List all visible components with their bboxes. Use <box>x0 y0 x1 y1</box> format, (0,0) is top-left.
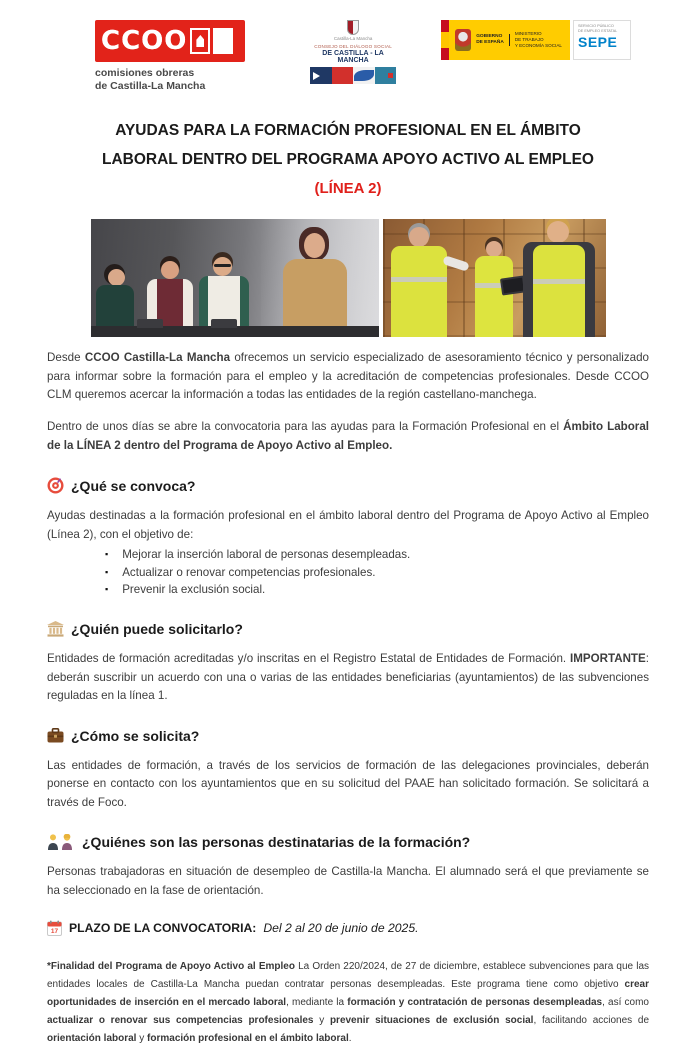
section-heading-que-se-convoca <box>47 477 649 494</box>
clm-shield-icon <box>347 20 359 35</box>
section-body: Ayudas destinadas a la formación profesional en el ámbito laboral dentro del Programa de Apoyo Activo al Empleo (Línea 2), con el objetivo de: <box>47 509 649 541</box>
construction-photo <box>383 219 606 337</box>
clm-flag-strip-icon <box>310 67 396 84</box>
title-line1: AYUDAS PARA LA FORMACIÓN PROFESIONAL EN EL ÁMBITO <box>115 122 581 140</box>
clm-council-logo <box>310 20 396 84</box>
section-body: Entidades de formación acreditadas y/o inscritas en el Registro Estatal de Entidades de Formación. IMPORTANTE: deberán suscribir un acuerdo con una o varias de las entidades beneficiarias (ayuntamientos) de las subvenciones reguladas en la línea 1. <box>47 652 649 703</box>
ccoo-figure-icon <box>190 28 210 54</box>
coat-of-arms-icon <box>455 29 471 51</box>
intro-paragraph-1: Desde CCOO Castilla-La Mancha ofrecemos un servicio especializado de asesoramiento técnico y personalizado para informar sobre la formación para el empleo y la acreditación de competencias profesionales. Desde CCOO CLM queremos acercar la información a todas las entidades de la región castellano-manchega. <box>47 351 649 402</box>
ministry-line1: MINISTERIO <box>514 31 542 37</box>
sepe-small-line1: SERVICIO PÚBLICO <box>577 24 614 28</box>
section-heading-personas-destinatarias <box>47 834 649 850</box>
list-item-text: Prevenir la exclusión social. <box>122 583 266 597</box>
bullet-icon: ▪ <box>105 566 109 577</box>
ccoo-square-icon <box>213 28 233 54</box>
list-item-text: Actualizar o renovar competencias profesionales. <box>122 565 376 579</box>
spain-flag-icon <box>441 20 449 60</box>
ministry-line3: Y ECONOMÍA SOCIAL <box>514 42 562 48</box>
list-item <box>47 546 649 564</box>
sepe-label: SEPE <box>577 34 618 51</box>
title-line2: LABORAL DENTRO DEL PROGRAMA APOYO ACTIVO AL EMPLEO <box>101 150 594 168</box>
ccoo-logo <box>95 20 265 93</box>
ministry-line2: DE TRABAJO <box>514 37 544 43</box>
section-heading-label: ¿Cómo se solicita? <box>71 727 200 744</box>
section-heading-quien-puede-solicitarlo <box>47 621 649 637</box>
section-heading-label: ¿Quién puede solicitarlo? <box>71 621 243 637</box>
sepe-small-line2: DE EMPLEO ESTATAL <box>577 28 618 33</box>
deadline-value: Del 2 al 20 de junio de 2025. <box>263 921 419 936</box>
gov-line1: GOBIERNO <box>476 33 503 39</box>
calendar-icon <box>47 920 62 936</box>
intro-paragraph-2: Dentro de unos días se abre la convocatoria para las ayudas para la Formación Profesional en el Ámbito Laboral de la LÍNEA 2 dentro del Programa de Apoyo Activo al Empleo. <box>47 419 649 452</box>
briefcase-icon <box>47 728 64 743</box>
section-heading-label: ¿Qué se convoca? <box>71 477 196 494</box>
title-linea2: (LÍNEA 2) <box>314 179 382 197</box>
gov-line2: DE ESPAÑA <box>476 40 504 45</box>
document-title <box>47 117 649 202</box>
section-heading-como-se-solicita <box>47 728 649 744</box>
classical-building-icon <box>47 621 64 637</box>
training-photo <box>91 219 606 337</box>
section-body: Las entidades de formación, a través de los servicios de formación de las delegaciones provinciales, deberán ponerse en contacto con los ayuntamientos que en su solicitud del PAAE han solicitado formación. Se solicitará a través de Foco. <box>47 758 649 809</box>
list-item <box>47 581 649 599</box>
footnote-paragraph: *Finalidad del Programa de Apoyo Activo al Empleo La Orden 220/2024, de 27 de diciembre, establece subvenciones para que las entidades locales de Castilla-La Mancha puedan contratar personas desempleadas. Este programa tiene como objetivo crear oportunidades de inserción en el mercado laboral, mediante la formación y contratación de personas desempleadas, así como actualizar o renovar sus competencias profesionales y prevenir situaciones de exclusión social, facilitando acciones de orientación laboral y formación profesional en el ámbito laboral. <box>47 961 650 1044</box>
clm-council-line1: CONSEJO DEL DIÁLOGO SOCIAL <box>314 44 392 49</box>
svg-text:17: 17 <box>50 928 59 936</box>
clm-council-line2: DE CASTILLA - LA MANCHA <box>322 50 384 64</box>
ccoo-logo-text: CCOO <box>101 26 188 56</box>
gobierno-espana-logo <box>441 20 631 60</box>
ccoo-tagline-line2: de Castilla-La Mancha <box>95 80 206 93</box>
list-item <box>47 564 649 582</box>
clm-region-label: Castilla-La Mancha <box>333 36 373 41</box>
classroom-photo <box>91 219 379 337</box>
sepe-logo <box>573 20 631 60</box>
people-icon <box>47 834 75 850</box>
deadline-line <box>47 920 649 936</box>
ccoo-logo-icon <box>95 20 245 62</box>
list-item-text: Mejorar la inserción laboral de personas desempleadas. <box>122 548 411 562</box>
section-heading-label: ¿Quiénes son las personas destinatarias de la formación? <box>82 834 471 851</box>
target-icon <box>47 477 64 494</box>
deadline-label: PLAZO DE LA CONVOCATORIA: <box>69 921 257 936</box>
ccoo-tagline-line1: comisiones obreras <box>95 67 195 79</box>
bullet-icon: ▪ <box>105 549 109 560</box>
header-logos <box>47 16 649 93</box>
section-body: Personas trabajadoras en situación de desempleo de Castilla-la Mancha. El alumnado será el que previamente se ha seleccionado en la fase de orientación. <box>47 865 649 897</box>
bullet-icon: ▪ <box>105 584 109 595</box>
objectives-list <box>47 546 649 599</box>
